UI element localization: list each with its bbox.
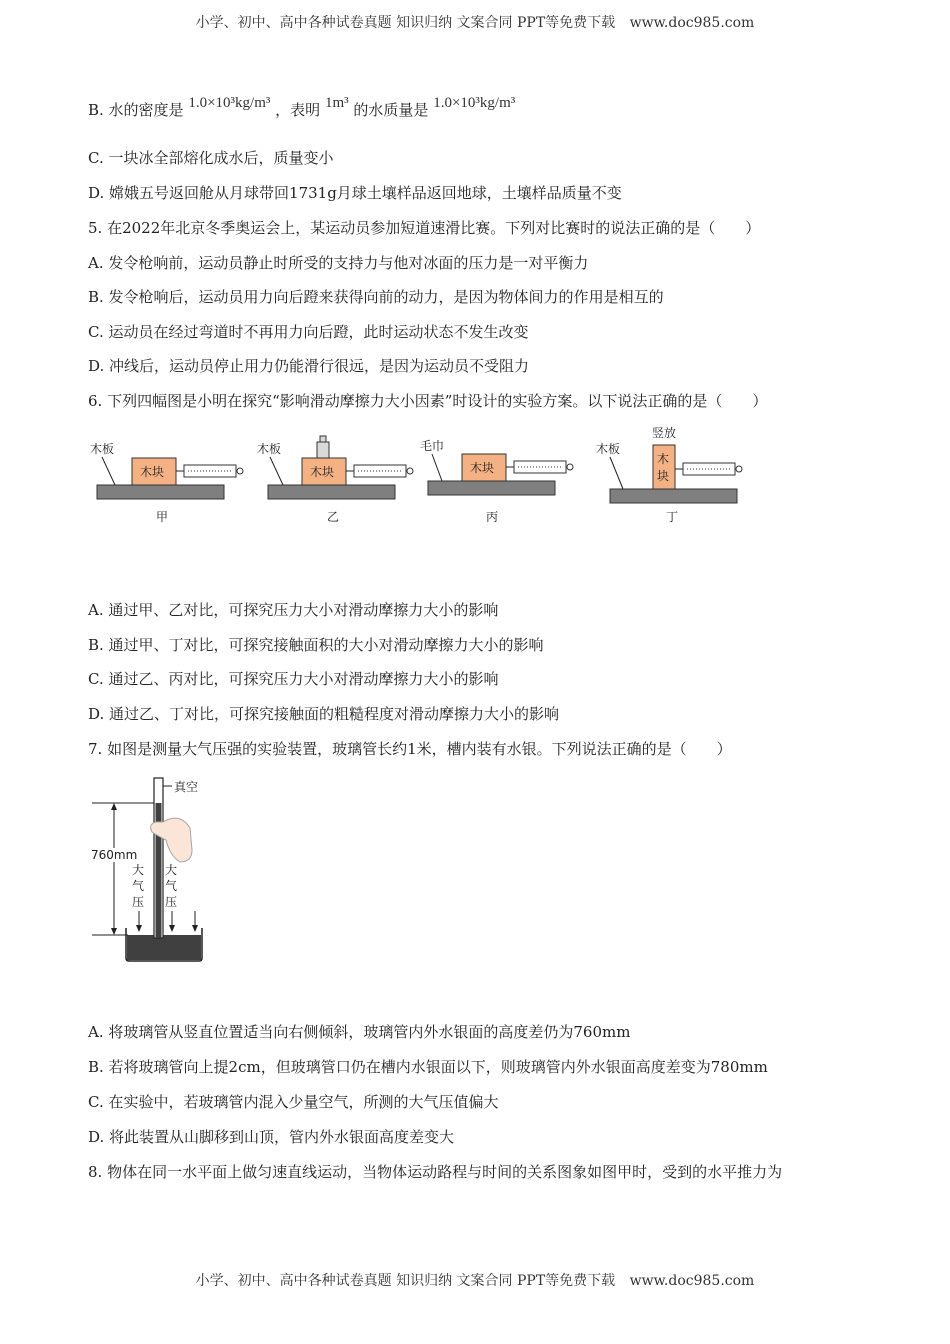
label-atm-left-1: 大 <box>132 863 145 877</box>
header-text: 小学、初中、高中各种试卷真题 知识归纳 文案合同 PPT等免费下载 <box>195 15 616 31</box>
q7-stem: 7. 如图是测量大气压强的实验装置，玻璃管长约1米，槽内装有水银。下列说法正确的是（ ） <box>88 740 732 758</box>
weight-icon <box>317 442 329 458</box>
friction-experiment-figure <box>80 425 760 535</box>
setup-yi <box>257 436 413 524</box>
label-board-1: 木板 <box>90 442 115 456</box>
label-block-1: 木块 <box>140 465 165 479</box>
label-atm-left-3: 压 <box>132 895 145 909</box>
header-site-link[interactable]: www.doc985.com <box>629 15 755 31</box>
setup-jia <box>90 441 243 524</box>
label-atm-right-3: 压 <box>165 895 178 909</box>
q7-option-d: D. 将此装置从山脚移到山顶，管内外水银面高度差变大 <box>88 1128 455 1146</box>
q6-option-b: B. 通过甲、丁对比，可探究接触面积的大小对滑动摩擦力大小的影响 <box>88 636 544 654</box>
footer-text: 小学、初中、高中各种试卷真题 知识归纳 文案合同 PPT等免费下载 <box>195 1273 616 1289</box>
q4-option-c: C. 一块冰全部熔化成水后，质量变小 <box>88 149 334 167</box>
q4-option-d: D. 嫦娥五号返回舱从月球带回1731g月球土壤样品返回地球，土壤样品质量不变 <box>88 184 622 202</box>
page-header <box>0 12 950 32</box>
label-vacuum: 真空 <box>174 780 199 794</box>
label-atm-right-1: 大 <box>165 863 178 877</box>
label-block-4a: 木 <box>657 452 670 466</box>
formula-density-2: 1.0×10³kg/m³ <box>433 95 516 111</box>
barometer-figure <box>88 770 228 970</box>
label-board-4: 木板 <box>596 442 621 456</box>
q5-option-b: B. 发令枪响后，运动员用力向后蹬来获得向前的动力，是因为物体间力的作用是相互的 <box>88 288 664 306</box>
q5-option-d: D. 冲线后，运动员停止用力仍能滑行很远，是因为运动员不受阻力 <box>88 357 530 375</box>
caption-bing: 丙 <box>486 510 499 524</box>
label-block-3: 木块 <box>470 461 495 475</box>
label-760mm: 760mm <box>91 848 138 862</box>
q4-b-prefix: B. 水的密度是 <box>88 101 184 119</box>
formula-density-1: 1.0×10³kg/m³ <box>188 95 271 111</box>
q6-option-d: D. 通过乙、丁对比，可探究接触面的粗糙程度对滑动摩擦力大小的影响 <box>88 705 560 723</box>
label-atm-right-2: 气 <box>165 879 178 893</box>
q4-b-mid2: 的水质量是 <box>353 101 429 119</box>
q8-stem: 8. 物体在同一水平面上做匀速直线运动，当物体运动路程与时间的关系图象如图甲时，受到的水平推力为 <box>88 1163 783 1181</box>
label-block-2: 木块 <box>310 465 335 479</box>
setup-bing <box>420 438 573 524</box>
caption-yi: 乙 <box>327 510 340 524</box>
label-vertical: 竖放 <box>652 426 677 440</box>
q5-stem: 5. 在2022年北京冬季奥运会上，某运动员参加短道速滑比赛。下列对比赛时的说法正确的是（ ） <box>88 219 761 237</box>
label-block-4b: 块 <box>657 469 670 483</box>
setup-ding <box>596 425 742 524</box>
q7-option-c: C. 在实验中，若玻璃管内混入少量空气，所测的大气压值偏大 <box>88 1093 499 1111</box>
q7-option-b: B. 若将玻璃管向上提2cm，但玻璃管口仍在槽内水银面以下，则玻璃管内外水银面高度差变为780mm <box>88 1058 768 1076</box>
q5-option-a: A. 发令枪响前，运动员静止时所受的支持力与他对冰面的压力是一对平衡力 <box>88 254 589 272</box>
q6-option-a: A. 通过甲、乙对比，可探究压力大小对滑动摩擦力大小的影响 <box>88 601 499 619</box>
q7-option-a: A. 将玻璃管从竖直位置适当向右侧倾斜，玻璃管内外水银面的高度差仍为760mm <box>88 1023 631 1041</box>
q6-option-c: C. 通过乙、丙对比，可探究压力大小对滑动摩擦力大小的影响 <box>88 670 499 688</box>
label-atm-left-2: 气 <box>132 879 145 893</box>
q6-stem: 6. 下列四幅图是小明在探究“影响滑动摩擦力大小因素”时设计的实验方案。以下说法正确的是（ ） <box>88 392 768 410</box>
footer-site-link[interactable]: www.doc985.com <box>629 1273 755 1289</box>
formula-volume: 1m³ <box>324 95 349 111</box>
q5-option-c: C. 运动员在经过弯道时不再用力向后蹬，此时运动状态不发生改变 <box>88 323 529 341</box>
label-board-2: 木板 <box>257 442 282 456</box>
q4-option-b <box>88 95 516 121</box>
q4-b-mid1: ，表明 <box>275 101 321 119</box>
caption-jia: 甲 <box>156 510 169 524</box>
label-towel: 毛巾 <box>420 439 445 453</box>
caption-ding: 丁 <box>666 510 679 524</box>
page-footer <box>0 1270 950 1290</box>
